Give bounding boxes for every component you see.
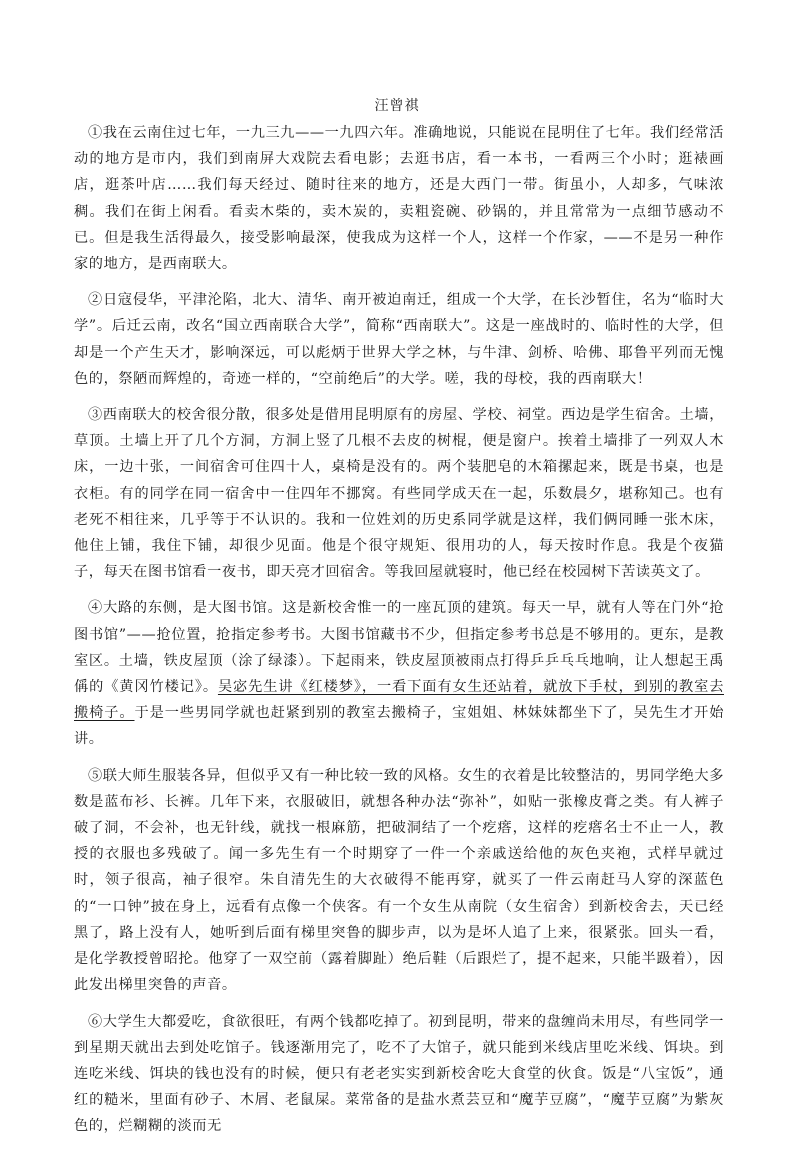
paragraph-2 [74, 287, 724, 392]
article-body [74, 120, 724, 1150]
paragraph-3 [74, 402, 724, 585]
paragraph-5 [74, 763, 724, 999]
paragraph-6 [74, 1009, 724, 1140]
paragraph-text: ①我在云南住过七年，一九三九——一九四六年。准确地说，只能说在昆明住了七年。我们经常活动的地方是市内，我们到南屏大戏院去看电影；去逛书店，看一本书，一看两三个小时；逛裱画店，逛茶叶店……我们每天经过、随时往来的地方，还是大西门一带。街虽小，人却多，气味浓稠。我们在街上闲看。看卖木柴的，卖木炭的，卖粗瓷碗、砂锅的，并且常常为一点细节感动不已。但是我生活得最久，接受影响最深，使我成为这样一个人，这样一个作家，——不是另一种作家的地方，是西南联大。 [74, 125, 724, 273]
author-name: 汪曾祺 [374, 98, 420, 114]
paragraph-text: ④大路的东侧，是大图书馆。这是新校舍惟一的一座瓦顶的建筑。每天一早，就有人等在门外“抢图书馆”——抢位置，抢指定参考书。大图书馆藏书不少，但指定参考书总是不够用的。更东，是教室区。土墙，铁皮屋顶（涂了绿漆）。下起雨来，铁皮屋顶被雨点打得乒乒乓乓地响，让人想起王禹偁的《黄冈竹楼记》。 [74, 600, 724, 696]
paragraph-text: ⑥大学生大都爱吃，食欲很旺，有两个钱都吃掉了。初到昆明，带来的盘缠尚未用尽，有些同学一到星期天就出去到处吃馆子。钱逐渐用完了，吃不了大馆子，就只能到米线店里吃米线、饵块。到连吃米线、饵块的钱也没有的时候，便只有老老实实到新校舍吃大食堂的伙食。饭是“八宝饭”，通红的糙米，里面有砂子、木屑、老鼠屎。菜常备的是盐水煮芸豆和“魔芋豆腐”，“魔芋豆腐”为紫灰色的，烂糊糊的淡而无 [74, 1013, 724, 1135]
underlined-sentence: 吴宓先生讲《红楼梦》，一看下面有女生还站着，就放下手杖，到别的教室去搬椅子。 [74, 679, 724, 722]
paragraph-4 [74, 595, 724, 752]
paragraph-text: ⑤联大师生服装各异，但似乎又有一种比较一致的风格。女生的衣着是比较整洁的，男同学绝大多数是蓝布衫、长裤。几年下来，衣服破旧，就想各种办法“弥补”，如贴一张橡皮膏之类。有人裤子破了洞，不会补，也无针线，就找一根麻筋，把破洞结了一个疙瘩，这样的疙瘩名士不止一人，教授的衣服也多残破了。闻一多先生有一个时期穿了一件一个亲戚送给他的灰色夹袍，式样早就过时，领子很高，袖子很窄。朱自清先生的大衣破得不能再穿，就买了一件云南赶马人穿的深蓝色的“一口钟”披在身上，远看有点像一个侠客。有一个女生从南院（女生宿舍）到新校舍去，天已经黑了，路上没有人，她听到后面有梯里突鲁的脚步声，以为是坏人追了上来，很紧张。回头一看，是化学教授曾昭抡。他穿了一双空前（露着脚趾）绝后鞋（后跟烂了，提不起来，只能半趿着），因此发出梯里突鲁的声音。 [74, 767, 724, 994]
paragraph-text: ③西南联大的校舍很分散，很多处是借用昆明原有的房屋、学校、祠堂。西边是学生宿舍。土墙，草顶。土墙上开了几个方洞，方洞上竖了几根不去皮的树棍，便是窗户。挨着土墙排了一列双人木床，一边十张，一间宿舍可住四十人，桌椅是没有的。两个装肥皂的木箱摞起来，既是书桌，也是衣柜。有的同学在同一宿舍中一住四年不挪窝。有些同学成天在一起，乐数晨夕，堪称知己。也有老死不相往来，几乎等于不认识的。我和一位姓刘的历史系同学就是这样，我们俩同睡一张木床，他住上铺，我住下铺，却很少见面。他是个很守规矩、很用功的人，每天按时作息。我是个夜猫子，每天在图书馆看一夜书，即天亮才回宿舍。等我回屋就寝时，他已经在校园树下苦读英文了。 [74, 407, 724, 581]
paragraph-text: 于是一些男同学就也赶紧到别的教室去搬椅子，宝姐姐、林妹妹都坐下了，吴先生才开始讲。 [74, 705, 724, 748]
paragraph-1 [74, 120, 724, 277]
paragraph-text: ②日寇侵华，平津沦陷，北大、清华、南开被迫南迁，组成一个大学，在长沙暂住，名为“临时大学”。后迁云南，改名“国立西南联合大学”，简称“西南联大”。这是一座战时的、临时性的大学，但却是一个产生天才，影响深远，可以彪炳于世界大学之林，与牛津、剑桥、哈佛、耶鲁平列而无愧色的，祭陋而辉煌的，奇迹一样的，“空前绝后”的大学。嗟，我的母校，我的西南联大！ [74, 292, 724, 387]
